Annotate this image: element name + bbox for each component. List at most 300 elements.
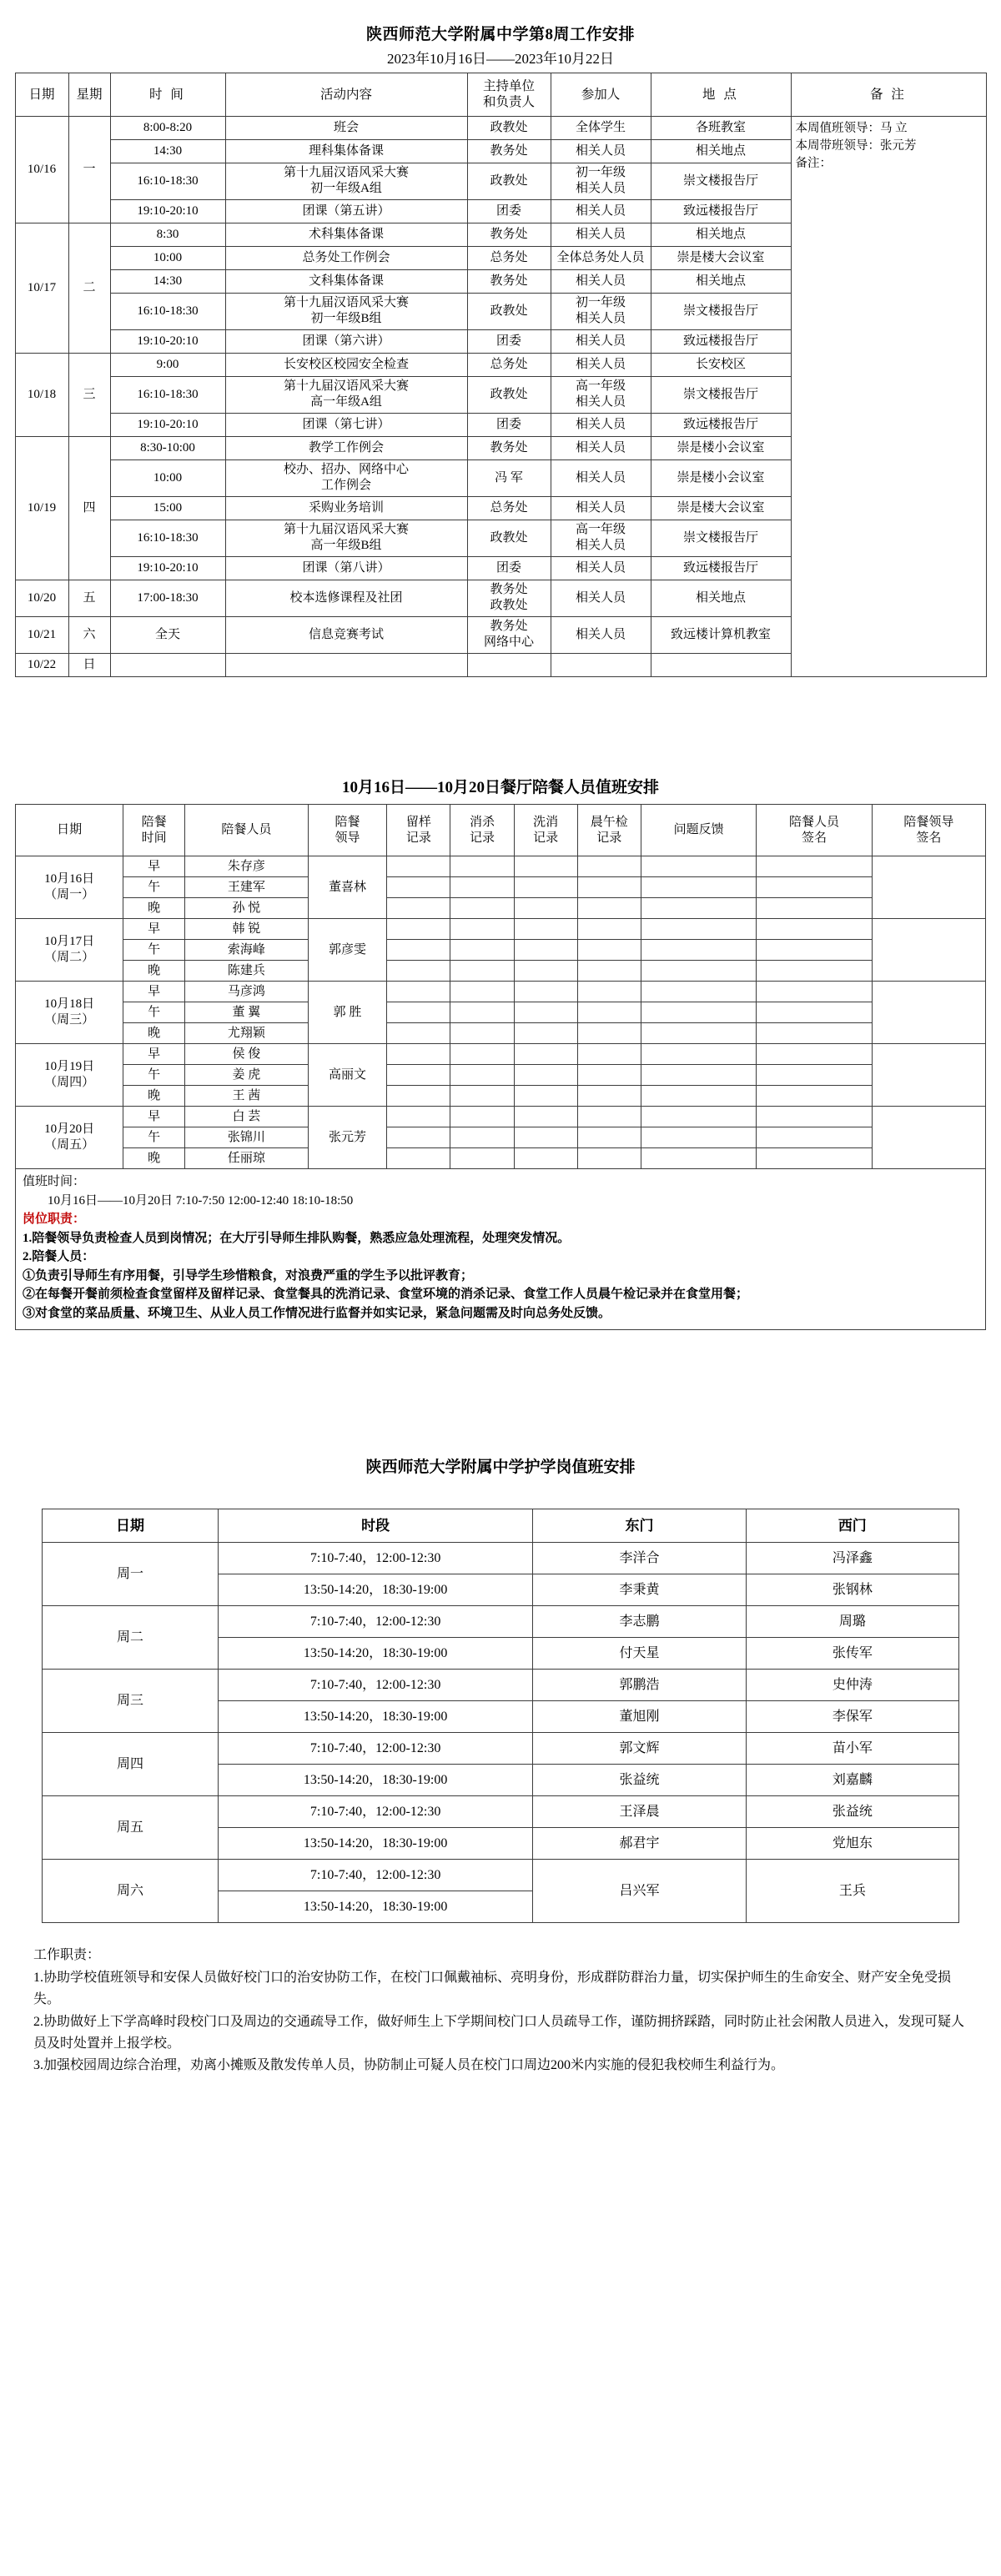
cell-disinfect[interactable]: [450, 1023, 514, 1044]
cell-leader-signature[interactable]: [872, 1044, 985, 1107]
col-header-feedback: 问题反馈: [641, 805, 756, 856]
cell-participants-line2: 相关人员: [575, 312, 626, 326]
cell-activity-line1: 第十九届汉语风采大赛: [283, 295, 409, 309]
cell-staff: 王 茜: [185, 1086, 309, 1107]
cell-time: 8:00-8:20: [110, 116, 225, 139]
cell-west-gate: 冯泽鑫: [746, 1543, 958, 1574]
cell-east-gate: 付天星: [533, 1638, 746, 1670]
cell-feedback[interactable]: [641, 877, 756, 898]
meal-notes-block: [15, 1169, 986, 1330]
cell-time: 16:10-18:30: [110, 293, 225, 329]
cell-meal-time: 午: [123, 877, 185, 898]
cell-check[interactable]: [577, 1107, 641, 1127]
cell-weekday: 四: [68, 436, 110, 580]
col-header-date: 日期: [43, 1509, 219, 1543]
col-header-timeslot: 时段: [218, 1509, 532, 1543]
cell-date: [16, 982, 123, 1044]
cell-timeslot: 7:10-7:40，12:00-12:30: [218, 1796, 532, 1828]
cell-check[interactable]: [577, 1148, 641, 1169]
cell-sample[interactable]: [387, 1023, 450, 1044]
cell-timeslot: 13:50-14:20，18:30-19:00: [218, 1574, 532, 1606]
cell-place: 崇是楼小会议室: [651, 459, 791, 496]
cell-wash[interactable]: [514, 961, 577, 982]
cell-staff-signature[interactable]: [757, 1127, 872, 1148]
cell-wash[interactable]: [514, 982, 577, 1002]
cell-disinfect[interactable]: [450, 961, 514, 982]
table-row: [43, 1543, 959, 1574]
cell-feedback[interactable]: [641, 1002, 756, 1023]
table-row: [43, 1796, 959, 1828]
cell-activity: 术科集体备课: [225, 223, 467, 246]
cell-time: [110, 653, 225, 676]
cell-host: 教务处: [467, 436, 551, 459]
cell-feedback[interactable]: [641, 919, 756, 940]
cell-feedback[interactable]: [641, 1086, 756, 1107]
cell-host: 冯 军: [467, 459, 551, 496]
cell-participants: 相关人员: [551, 139, 651, 163]
cell-sample[interactable]: [387, 1148, 450, 1169]
cell-activity-line1: 第十九届汉语风采大赛: [283, 379, 409, 393]
check-line1: 晨午检: [590, 815, 628, 829]
cell-check[interactable]: [577, 877, 641, 898]
sample-line2: 记录: [405, 831, 431, 845]
cell-check[interactable]: [577, 1086, 641, 1107]
cell-participants: 相关人员: [551, 616, 651, 653]
cell-time: 19:10-20:10: [110, 199, 225, 223]
cell-participants: [551, 376, 651, 413]
cell-participants: 相关人员: [551, 436, 651, 459]
note-line1: 本周值班领导：马 立: [795, 121, 908, 135]
cell-date-line2: （周三）: [44, 1013, 95, 1027]
cell-staff-signature[interactable]: [757, 898, 872, 919]
cell-activity: [225, 520, 467, 556]
cell-note: [791, 116, 986, 676]
cell-west-gate: 张传军: [746, 1638, 958, 1670]
cell-feedback[interactable]: [641, 856, 756, 877]
col-header-host-line2: 和负责人: [482, 95, 535, 110]
table-row: [16, 1107, 986, 1127]
cell-staff: 王建军: [185, 877, 309, 898]
col-header-weekday: 星期: [68, 73, 110, 116]
cell-wash[interactable]: [514, 898, 577, 919]
cell-west-gate: 党旭东: [746, 1828, 958, 1860]
cell-staff-signature[interactable]: [757, 982, 872, 1002]
cell-sample[interactable]: [387, 1065, 450, 1086]
cell-disinfect[interactable]: [450, 1148, 514, 1169]
sign-leader-line1: 陪餐领导: [903, 815, 954, 829]
col-header-note: 备 注: [791, 73, 986, 116]
cell-meal-time: 晚: [123, 1086, 185, 1107]
cell-staff: 索海峰: [185, 940, 309, 961]
cell-check[interactable]: [577, 1023, 641, 1044]
cell-weekday: 一: [68, 116, 110, 223]
cell-leader-signature[interactable]: [872, 982, 985, 1044]
cell-date: 10/16: [15, 116, 68, 223]
guard-duty-item-1: 1.协助学校值班领导和安保人员做好校门口的治安协防工作，在校门口佩戴袖标、亮明身份，形成群防群治力量，切实保护师生的生命安全、财产安全免受损失。: [33, 1970, 952, 2007]
cell-participants: 相关人员: [551, 580, 651, 616]
duty-item-2c: ③对食堂的菜品质量、环境卫生、从业人员工作情况进行监督并如实记录，紧急问题需及时向总务处反馈。: [23, 1306, 611, 1320]
cell-staff: 韩 锐: [185, 919, 309, 940]
week-schedule-title: 陕西师范大学附属中学第8周工作安排: [365, 26, 635, 43]
cell-host: 总务处: [467, 246, 551, 269]
cell-sample[interactable]: [387, 961, 450, 982]
cell-host: 总务处: [467, 353, 551, 376]
cell-host: 政教处: [467, 163, 551, 199]
cell-place: 相关地点: [651, 580, 791, 616]
cell-feedback[interactable]: [641, 1023, 756, 1044]
cell-wash[interactable]: [514, 1044, 577, 1065]
cell-timeslot: 7:10-7:40，12:00-12:30: [218, 1670, 532, 1701]
table-row: [16, 877, 986, 898]
table-row: [43, 1733, 959, 1765]
cell-participants: 相关人员: [551, 223, 651, 246]
cell-meal-time: 晚: [123, 898, 185, 919]
cell-time: 19:10-20:10: [110, 413, 225, 436]
cell-sample[interactable]: [387, 1127, 450, 1148]
cell-disinfect[interactable]: [450, 877, 514, 898]
col-header-wash-record: [514, 805, 577, 856]
table-row: [16, 1065, 986, 1086]
cell-time: 14:30: [110, 139, 225, 163]
cell-east-gate: 王泽晨: [533, 1796, 746, 1828]
cell-east-gate: 吕兴军: [533, 1860, 746, 1923]
note-line3: 备注：: [795, 156, 832, 170]
cell-sample[interactable]: [387, 1002, 450, 1023]
table-row: [16, 856, 986, 877]
leader-line2: 领导: [335, 831, 360, 845]
cell-staff-signature[interactable]: [757, 1002, 872, 1023]
cell-staff-signature[interactable]: [757, 1086, 872, 1107]
cell-wash[interactable]: [514, 1065, 577, 1086]
col-header-leader: [308, 805, 387, 856]
cell-feedback[interactable]: [641, 1065, 756, 1086]
cell-time: 14:30: [110, 269, 225, 293]
cell-check[interactable]: [577, 919, 641, 940]
cell-staff: 孙 悦: [185, 898, 309, 919]
cell-activity: [225, 376, 467, 413]
week-schedule-subtitle: 2023年10月16日——2023年10月22日: [387, 50, 614, 67]
guard-duties-block: [33, 1923, 968, 2076]
col-header-host: [467, 73, 551, 116]
duty-item-2-label: 2.陪餐人员：: [23, 1250, 95, 1264]
cell-host: 团委: [467, 413, 551, 436]
cell-disinfect[interactable]: [450, 1086, 514, 1107]
cell-staff-signature[interactable]: [757, 1023, 872, 1044]
sign-staff-line1: 陪餐人员: [789, 815, 840, 829]
duty-time-value: 10月16日——10月20日 7:10-7:50 12:00-12:40 18:10-18:50: [48, 1193, 354, 1208]
cell-staff: 马彦鸿: [185, 982, 309, 1002]
cell-west-gate: 苗小军: [746, 1733, 958, 1765]
meal-time-line2: 时间: [141, 831, 167, 845]
cell-participants: 相关人员: [551, 459, 651, 496]
cell-day: 周四: [43, 1733, 219, 1796]
cell-weekday: 五: [68, 580, 110, 616]
cell-timeslot: 13:50-14:20，18:30-19:00: [218, 1701, 532, 1733]
cell-leader-signature[interactable]: [872, 919, 985, 982]
leader-line1: 陪餐: [335, 815, 360, 829]
col-header-date: 日期: [15, 73, 68, 116]
cell-staff: 姜 虎: [185, 1065, 309, 1086]
cell-host: 政教处: [467, 376, 551, 413]
cell-host: 团委: [467, 329, 551, 353]
col-header-leader-signature: [872, 805, 985, 856]
cell-place: 致远楼报告厅: [651, 199, 791, 223]
cell-time: 全天: [110, 616, 225, 653]
cell-feedback[interactable]: [641, 1107, 756, 1127]
cell-activity-line2: 工作例会: [320, 479, 371, 493]
cell-place: 致远楼报告厅: [651, 329, 791, 353]
cell-meal-time: 午: [123, 1127, 185, 1148]
cell-date-line1: 10月16日: [44, 871, 95, 886]
cell-activity: 团课（第五讲）: [225, 199, 467, 223]
cell-disinfect[interactable]: [450, 1002, 514, 1023]
table-row: [16, 940, 986, 961]
cell-west-gate: 李保军: [746, 1701, 958, 1733]
cell-host: [467, 653, 551, 676]
cell-host-line1: 教务处: [490, 582, 528, 596]
cell-date: 10/21: [15, 616, 68, 653]
cell-place: 致远楼报告厅: [651, 413, 791, 436]
duty-time-label: 值班时间：: [23, 1175, 86, 1189]
cell-participants: [551, 163, 651, 199]
cell-wash[interactable]: [514, 1002, 577, 1023]
cell-place: 崇文楼报告厅: [651, 376, 791, 413]
sign-staff-line2: 签名: [802, 831, 827, 845]
cell-meal-time: 早: [123, 1107, 185, 1127]
cell-staff-signature[interactable]: [757, 1107, 872, 1127]
cell-date-line1: 10月20日: [44, 1122, 95, 1136]
col-header-morning-noon-check: [577, 805, 641, 856]
cell-time: 15:00: [110, 496, 225, 520]
cell-activity: 理科集体备课: [225, 139, 467, 163]
cell-date: 10/20: [15, 580, 68, 616]
cell-staff-signature[interactable]: [757, 940, 872, 961]
cell-participants: 相关人员: [551, 413, 651, 436]
week-schedule-section: [0, 0, 1001, 677]
cell-date: [16, 1044, 123, 1107]
cell-staff-signature[interactable]: [757, 1148, 872, 1169]
cell-timeslot: 7:10-7:40，12:00-12:30: [218, 1860, 532, 1891]
cell-participants: 全体学生: [551, 116, 651, 139]
cell-sample[interactable]: [387, 856, 450, 877]
cell-feedback[interactable]: [641, 1148, 756, 1169]
cell-check[interactable]: [577, 1065, 641, 1086]
cell-participants-line1: 高一年级: [575, 379, 626, 393]
note-line2: 本周带班领导：张元芳: [795, 138, 917, 153]
cell-time: 8:30-10:00: [110, 436, 225, 459]
meal-time-line1: 陪餐: [141, 815, 167, 829]
cell-meal-time: 晚: [123, 1148, 185, 1169]
cell-staff-signature[interactable]: [757, 1044, 872, 1065]
cell-wash[interactable]: [514, 1023, 577, 1044]
cell-timeslot: 13:50-14:20，18:30-19:00: [218, 1891, 532, 1923]
cell-disinfect[interactable]: [450, 1107, 514, 1127]
table-row: [15, 116, 986, 139]
guard-duties-label: 工作职责：: [33, 1948, 101, 1963]
cell-place: 相关地点: [651, 223, 791, 246]
cell-day: 周一: [43, 1543, 219, 1606]
cell-participants: 相关人员: [551, 496, 651, 520]
cell-date: 10/19: [15, 436, 68, 580]
table-row: [16, 1002, 986, 1023]
cell-check[interactable]: [577, 940, 641, 961]
cell-place: 致远楼报告厅: [651, 556, 791, 580]
cell-check[interactable]: [577, 898, 641, 919]
cell-leader-signature[interactable]: [872, 856, 985, 919]
meal-schedule-title: 10月16日——10月20日餐厅陪餐人员值班安排: [341, 778, 659, 796]
table-header-row: [43, 1509, 959, 1543]
cell-staff-signature[interactable]: [757, 856, 872, 877]
cell-activity: 长安校区校园安全检查: [225, 353, 467, 376]
cell-timeslot: 7:10-7:40，12:00-12:30: [218, 1733, 532, 1765]
cell-leader-signature[interactable]: [872, 1107, 985, 1169]
col-header-participants: 参加人: [551, 73, 651, 116]
cell-sample[interactable]: [387, 919, 450, 940]
cell-meal-time: 晚: [123, 961, 185, 982]
col-header-west-gate: 西门: [746, 1509, 958, 1543]
duty-item-2b: ②在每餐开餐前须检查食堂留样及留样记录、食堂餐具的洗消记录、食堂环境的消杀记录、食堂工作人员晨午检记录并在食堂用餐；: [23, 1288, 749, 1302]
cell-wash[interactable]: [514, 877, 577, 898]
cell-feedback[interactable]: [641, 1127, 756, 1148]
cell-check[interactable]: [577, 856, 641, 877]
table-row: [16, 898, 986, 919]
cell-meal-time: 午: [123, 1002, 185, 1023]
cell-wash[interactable]: [514, 856, 577, 877]
meal-schedule-section: [0, 677, 1001, 1330]
week-schedule-table: [15, 73, 987, 677]
cell-sample[interactable]: [387, 1044, 450, 1065]
cell-east-gate: 张益统: [533, 1765, 746, 1796]
cell-feedback[interactable]: [641, 982, 756, 1002]
cell-activity-line2: 高一年级B组: [310, 539, 382, 553]
cell-place: 崇是楼大会议室: [651, 246, 791, 269]
cell-place: 长安校区: [651, 353, 791, 376]
table-row: [16, 919, 986, 940]
cell-disinfect[interactable]: [450, 1044, 514, 1065]
col-header-staff-signature: [757, 805, 872, 856]
cell-sample[interactable]: [387, 940, 450, 961]
cell-east-gate: 李秉黄: [533, 1574, 746, 1606]
guard-schedule-section: [0, 1330, 1001, 2077]
cell-staff: 任丽琼: [185, 1148, 309, 1169]
cell-west-gate: 周璐: [746, 1606, 958, 1638]
cell-leader: 董喜林: [308, 856, 387, 919]
cell-wash[interactable]: [514, 1148, 577, 1169]
cell-date: [16, 1107, 123, 1169]
cell-east-gate: 郝君宇: [533, 1828, 746, 1860]
cell-check[interactable]: [577, 1002, 641, 1023]
cell-participants: 相关人员: [551, 556, 651, 580]
cell-sample[interactable]: [387, 877, 450, 898]
cell-timeslot: 7:10-7:40，12:00-12:30: [218, 1606, 532, 1638]
cell-staff-signature[interactable]: [757, 1065, 872, 1086]
kill-line2: 记录: [470, 831, 495, 845]
cell-west-gate: 张钢林: [746, 1574, 958, 1606]
cell-disinfect[interactable]: [450, 982, 514, 1002]
cell-disinfect[interactable]: [450, 940, 514, 961]
cell-participants-line2: 相关人员: [575, 539, 626, 553]
cell-activity: 采购业务培训: [225, 496, 467, 520]
cell-feedback[interactable]: [641, 940, 756, 961]
cell-time: 16:10-18:30: [110, 163, 225, 199]
cell-participants: 全体总务处人员: [551, 246, 651, 269]
cell-check[interactable]: [577, 1127, 641, 1148]
cell-date: 10/17: [15, 223, 68, 353]
cell-check[interactable]: [577, 982, 641, 1002]
cell-check[interactable]: [577, 961, 641, 982]
cell-date: [16, 919, 123, 982]
table-row: [16, 1086, 986, 1107]
cell-staff: 尤翔颖: [185, 1023, 309, 1044]
cell-wash[interactable]: [514, 1107, 577, 1127]
guard-schedule-title: 陕西师范大学附属中学护学岗值班安排: [365, 1459, 636, 1477]
col-header-staff: 陪餐人员: [185, 805, 309, 856]
cell-check[interactable]: [577, 1044, 641, 1065]
cell-participants: [551, 653, 651, 676]
meal-schedule-table: [15, 804, 986, 1169]
cell-sample[interactable]: [387, 1086, 450, 1107]
cell-feedback[interactable]: [641, 1044, 756, 1065]
wash-line1: 洗消: [533, 815, 559, 829]
table-row: [16, 1044, 986, 1065]
cell-date: [16, 856, 123, 919]
check-line2: 记录: [596, 831, 622, 845]
cell-disinfect[interactable]: [450, 919, 514, 940]
cell-staff-signature[interactable]: [757, 919, 872, 940]
table-row: [16, 961, 986, 982]
cell-wash[interactable]: [514, 1086, 577, 1107]
cell-place: 崇文楼报告厅: [651, 520, 791, 556]
cell-staff-signature[interactable]: [757, 961, 872, 982]
cell-disinfect[interactable]: [450, 856, 514, 877]
cell-date-line1: 10月18日: [44, 997, 95, 1011]
col-header-disinfect-record: [450, 805, 514, 856]
cell-host-line2: 网络中心: [483, 635, 534, 650]
cell-feedback[interactable]: [641, 898, 756, 919]
cell-leader: 高丽文: [308, 1044, 387, 1107]
cell-place: 相关地点: [651, 269, 791, 293]
cell-participants: 相关人员: [551, 329, 651, 353]
cell-activity: 教学工作例会: [225, 436, 467, 459]
cell-staff-signature[interactable]: [757, 877, 872, 898]
cell-participants: 相关人员: [551, 353, 651, 376]
cell-wash[interactable]: [514, 1127, 577, 1148]
cell-time: 19:10-20:10: [110, 556, 225, 580]
col-header-east-gate: 东门: [533, 1509, 746, 1543]
cell-sample[interactable]: [387, 982, 450, 1002]
cell-feedback[interactable]: [641, 961, 756, 982]
cell-disinfect[interactable]: [450, 898, 514, 919]
cell-activity: [225, 293, 467, 329]
col-header-host-line1: 主持单位: [482, 78, 535, 93]
cell-leader: 郭彦雯: [308, 919, 387, 982]
cell-disinfect[interactable]: [450, 1127, 514, 1148]
cell-wash[interactable]: [514, 919, 577, 940]
cell-wash[interactable]: [514, 940, 577, 961]
cell-host: 教务处: [467, 223, 551, 246]
table-row: [43, 1606, 959, 1638]
cell-date-line2: （周一）: [44, 888, 95, 902]
cell-participants-line2: 相关人员: [575, 182, 626, 196]
cell-east-gate: 李洋合: [533, 1543, 746, 1574]
table-header-row: [16, 805, 986, 856]
cell-date-line2: （周二）: [44, 951, 95, 965]
cell-sample[interactable]: [387, 1107, 450, 1127]
cell-sample[interactable]: [387, 898, 450, 919]
cell-meal-time: 早: [123, 856, 185, 877]
cell-disinfect[interactable]: [450, 1065, 514, 1086]
sample-line1: 留样: [405, 815, 431, 829]
